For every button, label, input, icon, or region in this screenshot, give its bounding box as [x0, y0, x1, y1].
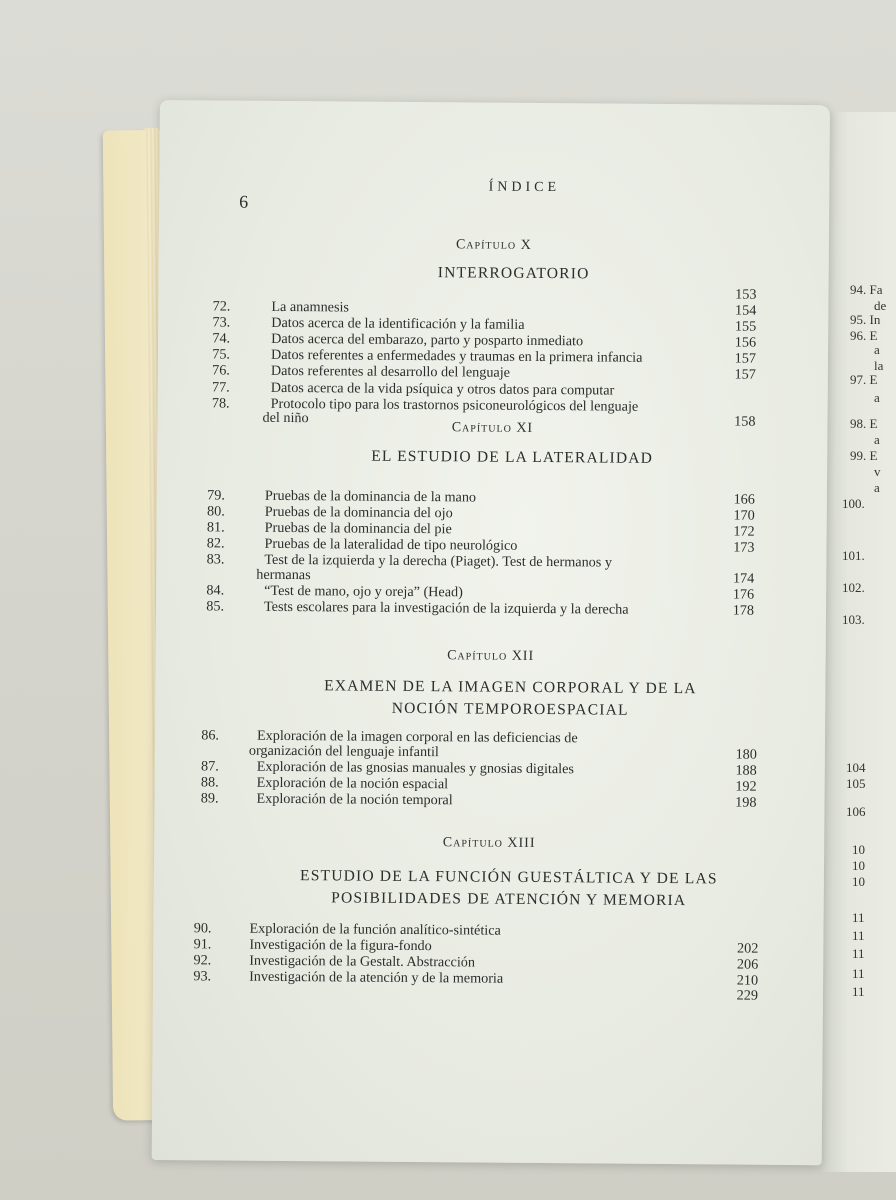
entry-number: 86. [201, 727, 220, 744]
entry-number: 80. [206, 503, 225, 520]
entry-title: Test de la izquierda y la derecha (Piaget). Test de hermanos y [264, 552, 613, 571]
entry-number: 92. [193, 952, 212, 969]
entry-page: 192 [735, 778, 757, 795]
entry-number: 89. [200, 790, 219, 807]
entry-title: Investigación de la atención y de la memoria [249, 969, 504, 988]
entry-page: 155 [734, 318, 757, 335]
facing-page-fragment: 11 [852, 984, 865, 999]
entry-page: 210 [736, 972, 759, 990]
chapter-entries [154, 920, 824, 990]
chapter-label: Capítulo XI [451, 420, 534, 436]
entry-number: 81. [206, 519, 225, 536]
entry-number: 78. [211, 395, 230, 412]
chapter-title: INTERROGATORIO [437, 264, 590, 283]
entry-title: organización del lenguaje infantil [248, 742, 439, 760]
entry-number: 75. [212, 346, 231, 363]
facing-page-fragment: 95. In [850, 312, 881, 327]
entry-number: 73. [212, 314, 231, 331]
entry-page: 180 [735, 746, 757, 763]
facing-page-fragment: v [874, 464, 881, 479]
facing-page-fragment: 94. Fa [850, 282, 883, 297]
page-header [159, 177, 829, 212]
facing-page-fragment: 10 [852, 858, 865, 873]
entry-number: 77. [211, 378, 230, 396]
entry-title: Exploración de la función analítico-sintética [249, 920, 501, 939]
facing-page-fragment: 11 [852, 910, 865, 925]
entry-title: hermanas [256, 566, 311, 584]
entry-number: 74. [212, 330, 231, 347]
facing-page-fragment: 106 [846, 804, 866, 819]
entry-number: 93. [193, 968, 212, 985]
entry-page: 198 [735, 794, 757, 811]
chapter-label: Capítulo XIII [442, 835, 536, 851]
facing-page-fragment: 10 [852, 842, 865, 857]
running-head: ÍNDICE [488, 179, 561, 196]
entry-page: 206 [736, 956, 759, 973]
entry-page: 174 [732, 570, 755, 587]
entry-title: Investigación de la Gestalt. Abstracción [249, 952, 476, 971]
entry-title: Datos acerca de la identificación y la familia [271, 314, 525, 333]
facing-page-fragment: 10 [852, 874, 865, 889]
index-page: 6 ÍNDICE Capítulo X INTERROGATORIO 153 72. La anamnesis 154 73. Datos acerca de la identificación y la familia 155 74. Datos acerca del embarazo, parto y posparto inmediato 156 75. Datos referentes a enfermedades y traumas en la primera infancia 157 76. Datos referentes al desarrollo del lenguaje 157 77. Datos acerca de la vida psíquica y otros datos para computar 78. Protocolo tipo para los trastornos psiconeurológicos del lenguaje del niño 158 Capítulo XI EL ESTUDIO DE LA LATERALIDAD 79. Pruebas de la dominancia de la mano 166 80. Pruebas de la dominancia del ojo 170 81. Pruebas de la dominancia del pie 172 82. Pruebas de la lateralidad de tipo neurológico 173 83. Test de la izquierda y la derecha (Piaget). Test de hermanos y hermanas 174 84. “Test de mano, ojo y oreja” (Head) 176 85. Tests escolares para la investigación de la izquierda y la derecha 178 Capítulo XII EXAMEN DE LA IMAGEN CORPORAL Y DE LA NOCIÓN TEMPOROESPACIAL 86. Exploración de la imagen corporal en las deficiencias de organización del lenguaje infantil 180 87. Exploración de las gnosias manuales y gnosias digitales 188 88. Exploración de la noción espacial 192 89. Exploración de la noción temporal 198 Capítulo XIII ESTUDIO DE LA FUNCIÓN GUESTÁLTICA Y DE LAS POSIBILIDADES DE ATENCIÓN Y MEMORIA 90. Exploración de la función analítico-sintética 91. Investigación de la figura-fondo 202 92. Investigación de la Gestalt. Abstracción 206 93. Investigación de la atención y de la memoria 210 229 [152, 100, 830, 1165]
entry-title: Investigación de la figura-fondo [249, 936, 432, 955]
entry-page: 188 [735, 762, 757, 779]
facing-page-fragment: a [874, 390, 880, 405]
facing-page-fragment: 96. E [850, 328, 878, 343]
entry-number: 84. [206, 582, 225, 599]
index-entry [157, 487, 827, 508]
entry-title: Pruebas de la dominancia de la mano [264, 487, 477, 506]
chapter-title: EL ESTUDIO DE LA LATERALIDAD [371, 447, 654, 467]
entry-page: 172 [733, 523, 755, 540]
entry-number: 83. [206, 551, 225, 568]
entry-page: 154 [735, 302, 757, 319]
facing-page-fragment: 102. [842, 580, 865, 595]
facing-page-fragment: a [874, 480, 880, 495]
facing-page-fragment: la [874, 358, 884, 373]
chapter-label: Capítulo X [455, 237, 532, 253]
page-number: 6 [239, 191, 249, 212]
entry-number: 76. [212, 362, 230, 379]
facing-page-fragment: 99. E [850, 448, 878, 463]
entry-number: 91. [193, 936, 212, 953]
entry-title: Pruebas de la lateralidad de tipo neurológico [264, 536, 518, 555]
entry-page: 176 [732, 586, 755, 603]
facing-page-fragment: 105 [846, 776, 866, 791]
entry-title: Datos acerca de la vida psíquica y otros datos para computar [270, 379, 615, 399]
index-entry [154, 920, 824, 939]
entry-number: 90. [193, 920, 212, 937]
entry-number: 85. [206, 598, 225, 615]
entry-title: Pruebas de la dominancia del pie [264, 520, 452, 538]
entry-title: Datos acerca del embarazo, parto y posparto inmediato [271, 331, 584, 350]
entry-title: Datos referentes al desarrollo del lenguaje [270, 363, 511, 382]
facing-page-fragment: 11 [852, 946, 865, 961]
facing-page-fragment: a [874, 342, 880, 357]
chapter-entries [157, 487, 827, 619]
entry-title: Protocolo tipo para los trastornos psiconeurológicos del lenguaje [270, 395, 639, 415]
entry-page: 178 [732, 602, 755, 619]
entry-title: Datos referentes a enfermedades y traumas en la primera infancia [270, 347, 643, 367]
facing-page-fragment: a [874, 432, 880, 447]
entry-page: 157 [734, 366, 756, 384]
entry-page: 166 [733, 491, 755, 508]
entry-page: 170 [733, 507, 755, 524]
entry-title: Exploración de la imagen corporal en las deficiencias de [256, 727, 578, 747]
chapter-title: EXAMEN DE LA IMAGEN CORPORAL Y DE LA NOCIÓN TEMPOROESPACIAL [324, 677, 697, 719]
entry-title: Exploración de las gnosias manuales y gnosias digitales [256, 758, 575, 777]
facing-page-fragment: 11 [852, 966, 865, 981]
entry-title: “Test de mano, ojo y oreja” (Head) [264, 582, 463, 601]
chapter-label: Capítulo XII [447, 648, 535, 664]
facing-page-fragment: 103. [842, 612, 865, 627]
entry-title: del niño [262, 410, 309, 427]
entry-title: Exploración de la noción espacial [256, 774, 449, 793]
facing-page-fragment: 97. E [850, 372, 878, 387]
entry-page: 173 [733, 539, 755, 556]
facing-page-fragment: 98. E [850, 416, 878, 431]
facing-page [822, 112, 896, 1172]
index-entry [155, 727, 825, 763]
entry-number: 79. [207, 487, 225, 504]
entry-title: Tests escolares para la investigación de la izquierda y la derecha [263, 599, 629, 618]
facing-page-fragment: 100. [842, 496, 865, 511]
entry-number: 88. [200, 774, 219, 791]
facing-page-fragment: 101. [842, 548, 865, 563]
entry-page: 156 [734, 334, 757, 351]
facing-page-fragment: de [874, 298, 887, 313]
entry-number: 87. [200, 758, 219, 775]
entry-number: 72. [212, 298, 231, 315]
entry-page: 157 [734, 350, 757, 367]
chapter-title: ESTUDIO DE LA FUNCIÓN GUESTÁLTICA Y DE LAS POSIBILIDADES DE ATENCIÓN Y MEMORIA [300, 867, 718, 910]
entry-title: Exploración de la noción temporal [256, 790, 453, 809]
chapter-entries [155, 727, 825, 811]
entry-page: 202 [737, 940, 759, 957]
facing-page-fragment: 11 [852, 928, 865, 943]
entry-page: 158 [734, 413, 756, 430]
entry-title: Pruebas de la dominancia del ojo [264, 503, 453, 522]
entry-number: 82. [206, 535, 225, 552]
facing-page-fragment: 104 [846, 760, 866, 775]
entry-title: La anamnesis [271, 298, 350, 316]
